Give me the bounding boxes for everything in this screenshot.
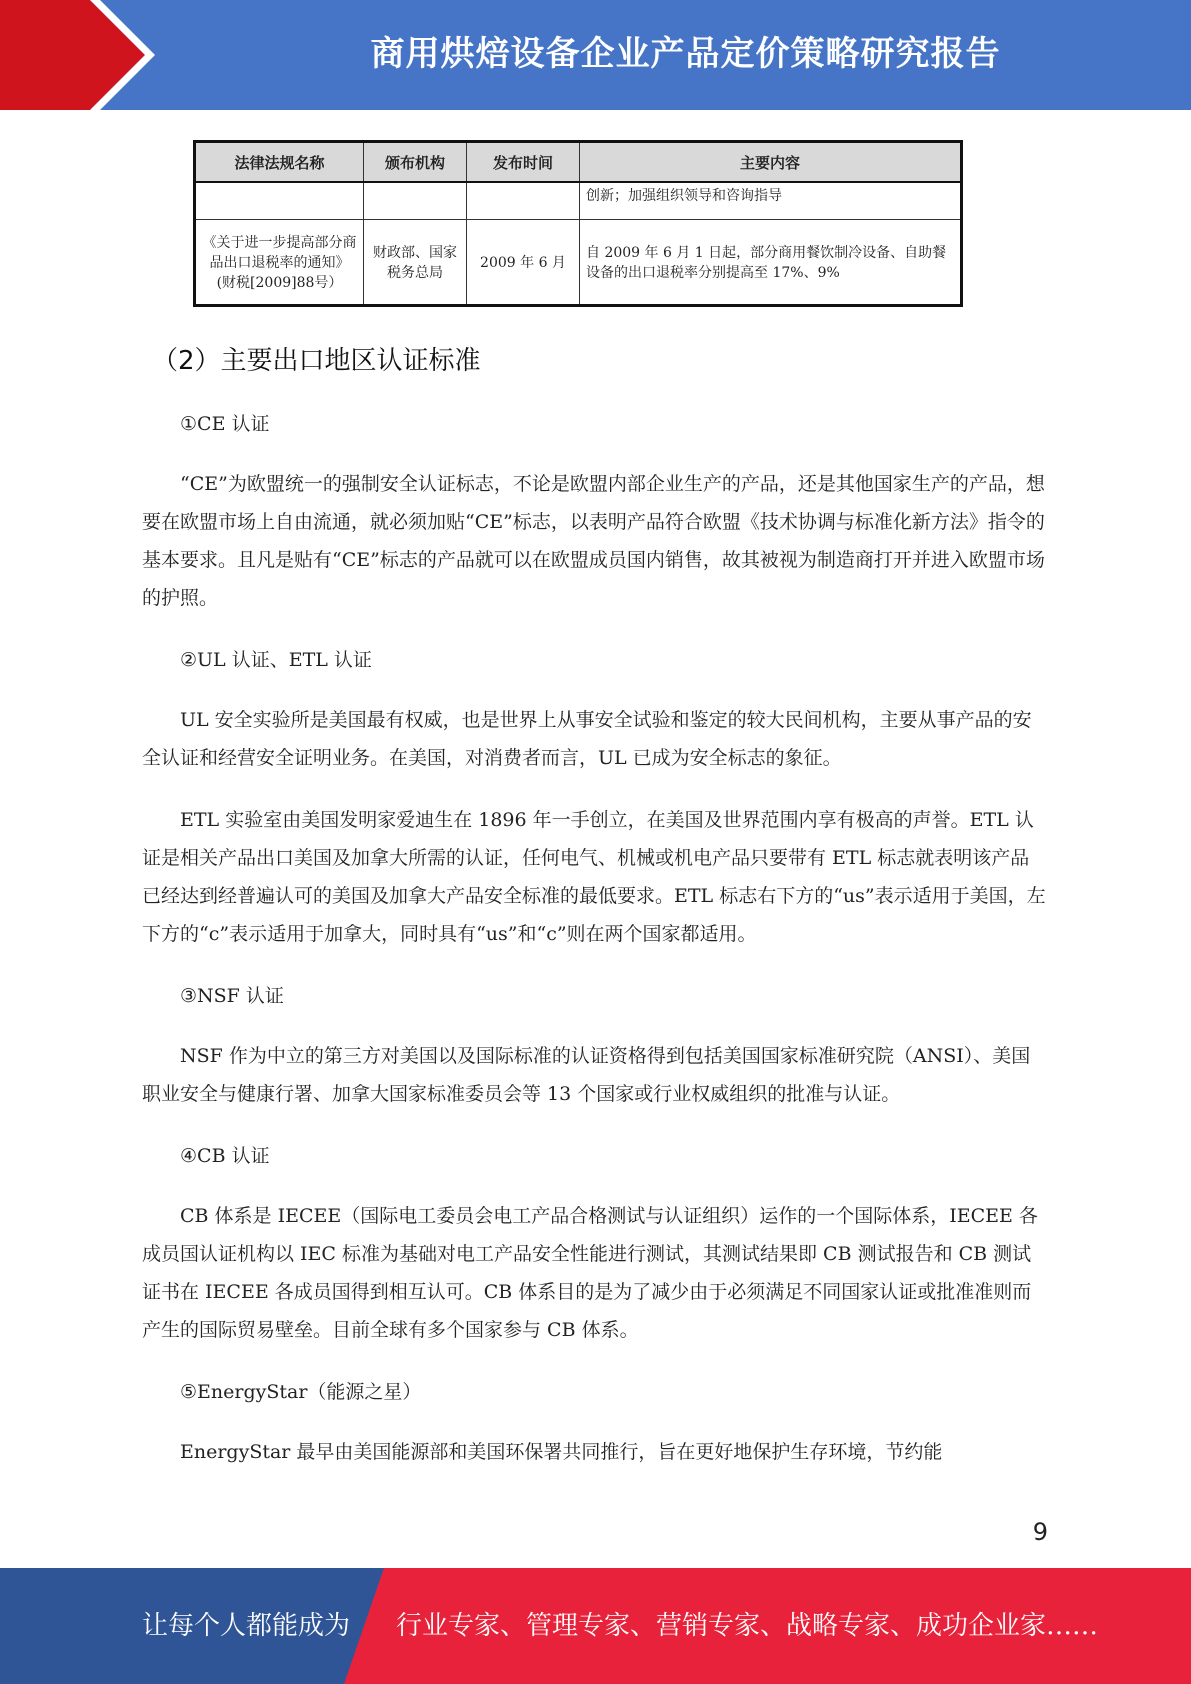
table-header-row [195, 142, 962, 183]
paragraph-cb: CB 体系是 IECEE（国际电工委员会电工产品合格测试与认证组织）运作的一个国际体系，IECEE 各成员国认证机构以 IEC 标准为基础对电工产品安全性能进行测试，其测试结果即 CB 测试报告和 CB 测试证书在 IECEE 各成员国得到相互认可。CB 体系目的是为了减少由于必须满足不同国家认证或批准准则而产生的国际贸易壁垒。目前全球有多个国家参与 CB 体系。 [142, 1205, 1038, 1341]
section-heading: （2）主要出口地区认证标准 [152, 346, 481, 376]
col-header-issuer: 颁布机构 [364, 142, 467, 183]
col-header-law-name: 法律法规名称 [195, 142, 364, 183]
table-cell [195, 182, 364, 220]
table-cell: 2009 年 6 月 [467, 220, 580, 306]
regulation-table [193, 140, 963, 307]
col-header-content: 主要内容 [580, 142, 962, 183]
subheading-ce: ①CE 认证 [180, 413, 270, 435]
table-cell: 《关于进一步提高部分商品出口退税率的通知》(财税[2009]88号） [195, 220, 364, 306]
header-chevron-decoration [0, 0, 160, 110]
paragraph-ul: UL 安全实验所是美国最有权威，也是世界上从事安全试验和鉴定的较大民间机构，主要从事产品的安全认证和经营安全证明业务。在美国，对消费者而言，UL 已成为安全标志的象征。 [142, 709, 1032, 769]
col-header-date: 发布时间 [467, 142, 580, 183]
table-cell [364, 182, 467, 220]
table-row [195, 182, 962, 220]
subheading-nsf: ③NSF 认证 [180, 985, 284, 1007]
subheading-cb: ④CB 认证 [180, 1145, 270, 1167]
page-number: 9 [1032, 1518, 1048, 1546]
table-cell [467, 182, 580, 220]
paragraph-etl: ETL 实验室由美国发明家爱迪生在 1896 年一手创立，在美国及世界范围内享有极高的声誉。ETL 认证是相关产品出口美国及加拿大所需的认证，任何电气、机械或机电产品只要带有 ETL 标志就表明该产品已经达到经普遍认可的美国及加拿大产品安全标准的最低要求。ETL 标志右下方的“us”表示适用于美国，左下方的“c”表示适用于加拿大，同时具有“us”和“c”则在两个国家都适用。 [142, 809, 1046, 945]
paragraph-ce: “CE”为欧盟统一的强制安全认证标志，不论是欧盟内部企业生产的产品，还是其他国家生产的产品，想要在欧盟市场上自由流通，就必须加贴“CE”标志，以表明产品符合欧盟《技术协调与标准化新方法》指令的基本要求。且凡是贴有“CE”标志的产品就可以在欧盟成员国内销售，故其被视为制造商打开并进入欧盟市场的护照。 [142, 473, 1045, 609]
footer-slogan-right: 行业专家、管理专家、营销专家、战略专家、成功企业家…… [396, 1611, 1099, 1641]
paragraph-energystar: EnergyStar 最早由美国能源部和美国环保署共同推行，旨在更好地保护生存环境，节约能 [180, 1441, 943, 1463]
table-cell: 自 2009 年 6 月 1 日起，部分商用餐饮制冷设备、自助餐设备的出口退税率分别提高至 17%、9% [580, 220, 962, 306]
subheading-energystar: ⑤EnergyStar（能源之星） [180, 1381, 422, 1403]
subheading-ul-etl: ②UL 认证、ETL 认证 [180, 649, 372, 671]
report-title: 商用烘焙设备企业产品定价策略研究报告 [370, 34, 1001, 74]
footer-slogan-left: 让每个人都能成为 [142, 1611, 351, 1641]
page-header [0, 0, 1191, 110]
table-cell: 创新；加强组织领导和咨询指导 [580, 182, 962, 220]
page-footer [0, 1568, 1191, 1684]
table-row [195, 220, 962, 306]
body-content [142, 405, 1047, 1495]
paragraph-nsf: NSF 作为中立的第三方对美国以及国际标准的认证资格得到包括美国国家标准研究院（ANSI）、美国职业安全与健康行署、加拿大国家标准委员会等 13 个国家或行业权威组织的批准与认证。 [142, 1045, 1031, 1105]
table-cell: 财政部、国家税务总局 [364, 220, 467, 306]
